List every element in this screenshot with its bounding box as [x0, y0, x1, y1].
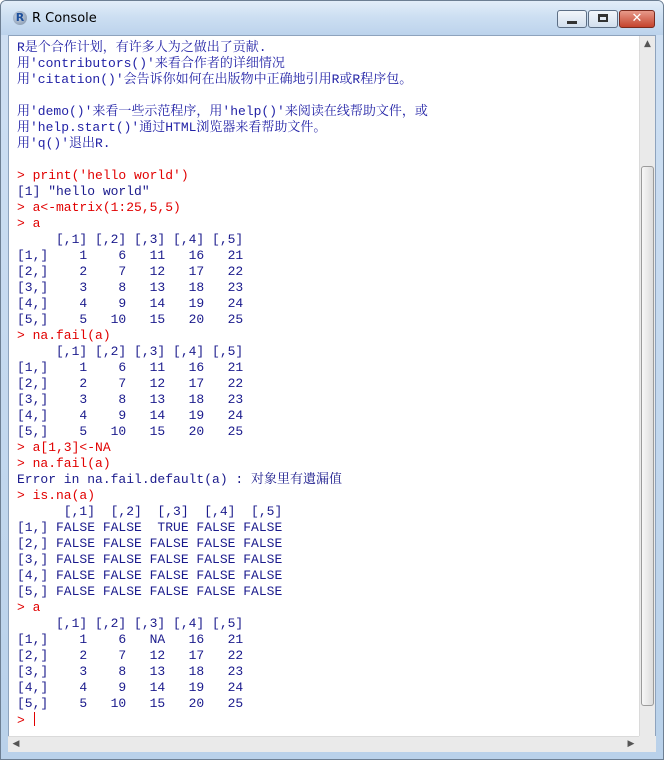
console-output-line: Error in na.fail.default(a) : 对象里有遺漏值: [17, 472, 343, 487]
vertical-scrollbar[interactable]: [639, 36, 655, 751]
console-output-line: [5,] 5 10 15 20 25: [17, 312, 244, 327]
console-output-line: [3,] 3 8 13 18 23: [17, 280, 244, 295]
console-prompt-line[interactable]: [17, 712, 639, 728]
maximize-icon: [598, 14, 608, 22]
console-input-line: > a: [17, 600, 41, 615]
console-output-line: [4,] FALSE FALSE FALSE FALSE FALSE: [17, 568, 283, 583]
console-output-line: [1,] 1 6 NA 16 21: [17, 632, 244, 647]
console-output-line: [4,] 4 9 14 19 24: [17, 680, 244, 695]
console-input-line: > a[1,3]<-NA: [17, 440, 111, 455]
console-text[interactable]: [9, 36, 639, 751]
console-output-line: [4,] 4 9 14 19 24: [17, 408, 244, 423]
minimize-button[interactable]: [557, 10, 587, 28]
console-output-line: [1,] 1 6 11 16 21: [17, 248, 244, 263]
console-output-line: [,1] [,2] [,3] [,4] [,5]: [17, 504, 283, 519]
console-blank-line: [17, 152, 639, 168]
console-output-line: [5,] 5 10 15 20 25: [17, 424, 244, 439]
console-output-line: 用'contributors()'来看合作者的详细情况: [17, 56, 285, 71]
minimize-icon: [567, 21, 577, 24]
console-input-line: > print('hello world'): [17, 168, 189, 183]
console-output-line: [3,] FALSE FALSE FALSE FALSE FALSE: [17, 552, 283, 567]
close-button[interactable]: [619, 10, 655, 28]
console-output-line: [2,] 2 7 12 17 22: [17, 648, 244, 663]
console-input-line: > is.na(a): [17, 488, 96, 503]
console-output-line: [3,] 3 8 13 18 23: [17, 392, 244, 407]
console-output-line: [4,] 4 9 14 19 24: [17, 296, 244, 311]
maximize-button[interactable]: [588, 10, 618, 28]
scroll-left-icon[interactable]: ◀: [12, 739, 20, 749]
console-output-line: 用'demo()'来看一些示范程序，用'help()'来阅读在线帮助文件，或: [17, 104, 428, 119]
console-output-line: 用'citation()'会告诉你如何在出版物中正确地引用R或R程序包。: [17, 72, 413, 87]
console-output-line: [2,] 2 7 12 17 22: [17, 376, 244, 391]
console-output-line: [,1] [,2] [,3] [,4] [,5]: [17, 344, 244, 359]
console-blank-line: [17, 88, 639, 104]
console-output-line: [2,] FALSE FALSE FALSE FALSE FALSE: [17, 536, 283, 551]
console-output-line: 用'q()'退出R.: [17, 136, 111, 151]
console-output-line: [5,] FALSE FALSE FALSE FALSE FALSE: [17, 584, 283, 599]
console-input-line: > na.fail(a): [17, 456, 111, 471]
console-output-line: 用'help.start()'通过HTML浏览器来看帮助文件。: [17, 120, 327, 135]
close-icon: ✕: [631, 11, 643, 26]
console-output-line: [5,] 5 10 15 20 25: [17, 696, 244, 711]
console-input-line: > na.fail(a): [17, 328, 111, 343]
console-output-line: [3,] 3 8 13 18 23: [17, 664, 244, 679]
window-title: R Console: [32, 11, 97, 26]
console-input-line: > a<-matrix(1:25,5,5): [17, 200, 181, 215]
prompt-symbol: >: [17, 713, 33, 728]
scroll-right-icon[interactable]: ▶: [627, 739, 635, 749]
console-area[interactable]: [8, 35, 656, 752]
console-output-line: [,1] [,2] [,3] [,4] [,5]: [17, 232, 244, 247]
resize-grip[interactable]: [639, 736, 656, 752]
scroll-up-icon[interactable]: ▲: [644, 39, 651, 49]
console-input-line: > a: [17, 216, 41, 231]
vertical-scroll-thumb[interactable]: [641, 166, 654, 706]
console-output-line: [1,] 1 6 11 16 21: [17, 360, 244, 375]
title-bar[interactable]: [1, 1, 663, 35]
text-cursor: [34, 712, 35, 726]
console-output-line: [,1] [,2] [,3] [,4] [,5]: [17, 616, 244, 631]
r-logo-icon: R: [13, 11, 27, 25]
console-output-line: [1,] FALSE FALSE TRUE FALSE FALSE: [17, 520, 283, 535]
console-output-line: R是个合作计划，有许多人为之做出了贡献.: [17, 40, 267, 55]
console-output-line: [1] "hello world": [17, 184, 150, 199]
console-output-line: [2,] 2 7 12 17 22: [17, 264, 244, 279]
horizontal-scrollbar[interactable]: [8, 736, 639, 752]
